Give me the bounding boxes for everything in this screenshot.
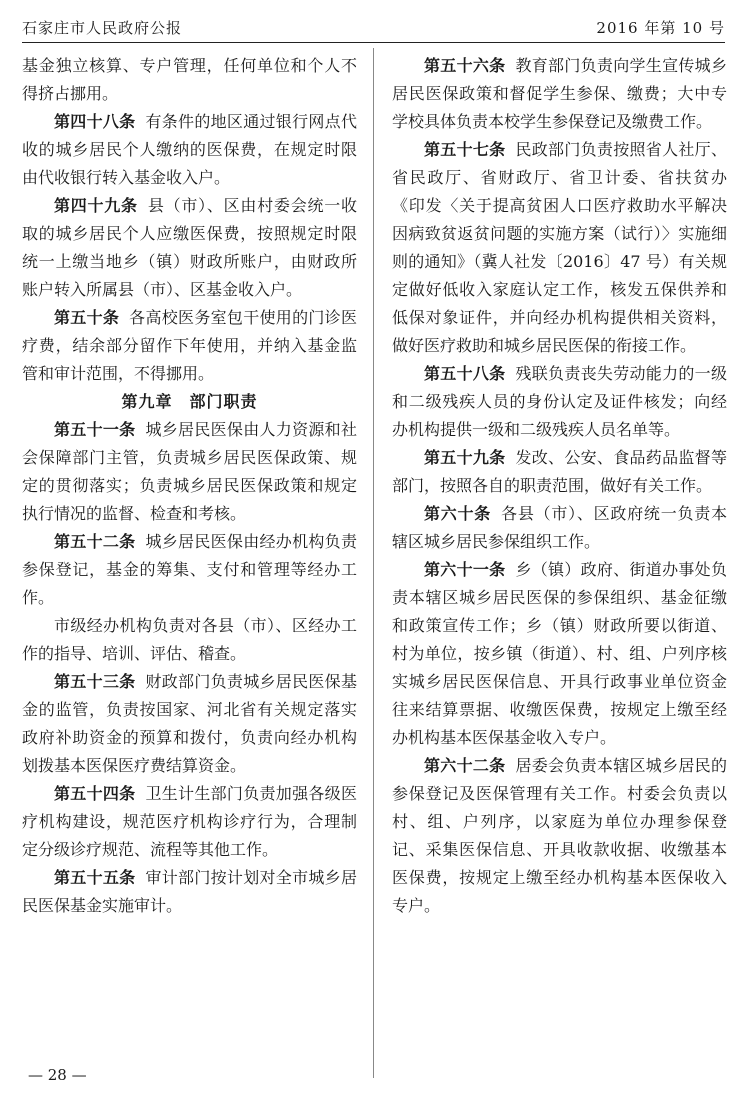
article-paragraph — [392, 444, 727, 500]
article-text: 各县（市）、区政府统一负责本辖区城乡居民参保组织工作。 — [392, 504, 727, 551]
article-paragraph — [22, 416, 357, 528]
article-number: 第五十六条 — [424, 56, 506, 75]
article-text: 民政部门负责按照省人社厅、省民政厅、省财政厅、省卫计委、省扶贫办《印发〈关于提高贫困人口医疗救助水平解决因病致贫返贫问题的实施方案（试行）〉实施细则的通知》（冀人社发〔2016〕47 号）有关规定做好低收入家庭认定工作，核发五保供养和低保对象证件，并向经办机构提供相关资料，做好医疗救助和城乡居民医保的衔接工作。 — [392, 140, 727, 355]
article-text: 财政部门负责城乡居民医保基金的监管，负责按国家、河北省有关规定落实政府补助资金的预算和拨付，负责向经办机构划拨基本医保医疗费结算资金。 — [22, 672, 357, 775]
article-number: 第四十八条 — [54, 112, 136, 131]
right-column — [392, 52, 727, 920]
article-text: 卫生计生部门负责加强各级医疗机构建设，规范医疗机构诊疗行为，合理制定分级诊疗规范、流程等其他工作。 — [22, 784, 357, 859]
article-paragraph — [392, 500, 727, 556]
article-paragraph — [392, 52, 727, 136]
article-paragraph — [22, 864, 357, 920]
article-text: 居委会负责本辖区城乡居民的参保登记及医保管理有关工作。村委会负责以村、组、户列序，以家庭为单位办理参保登记、采集医保信息、开具收款收据、收缴基本医保费，按规定上缴至经办机构基本医保收入专户。 — [392, 756, 727, 915]
article-number: 第五十一条 — [54, 420, 136, 439]
column-divider — [373, 48, 374, 1078]
article-text: 城乡居民医保由人力资源和社会保障部门主管，负责城乡居民医保政策、规定的贯彻落实；负责城乡居民医保政策和规定执行情况的监督、检查和考核。 — [22, 420, 357, 523]
article-paragraph — [392, 360, 727, 444]
article-text: 发改、公安、食品药品监督等部门，按照各自的职责范围，做好有关工作。 — [392, 448, 727, 495]
article-text: 各高校医务室包干使用的门诊医疗费，结余部分留作下年使用，并纳入基金监管和审计范围，不得挪用。 — [22, 308, 357, 383]
article-number: 第六十二条 — [424, 756, 506, 775]
article-paragraph — [22, 528, 357, 612]
article-number: 第四十九条 — [54, 196, 138, 215]
article-number: 第五十条 — [54, 308, 120, 327]
page-header — [22, 12, 725, 43]
article-paragraph — [22, 304, 357, 388]
article-text: 教育部门负责向学生宣传城乡居民医保政策和督促学生参保、缴费；大中专学校具体负责本校学生参保登记及缴费工作。 — [392, 56, 727, 131]
article-paragraph — [392, 556, 727, 752]
publication-title: 石家庄市人民政府公报 — [22, 19, 183, 37]
article-paragraph — [22, 612, 357, 668]
article-number: 第五十五条 — [54, 868, 136, 887]
article-text: 残联负责丧失劳动能力的一级和二级残疾人员的身份认定及证件核发；向经办机构提供一级和二级残疾人员名单等。 — [392, 364, 727, 439]
article-number: 第五十四条 — [54, 784, 136, 803]
article-number: 第五十三条 — [54, 672, 136, 691]
article-number: 第五十二条 — [54, 532, 136, 551]
article-text: 乡（镇）政府、街道办事处负责本辖区城乡居民医保的参保组织、基金征缴和政策宣传工作；乡（镇）财政所要以街道、村为单位，按乡镇（街道）、村、组、户列序核实城乡居民医保信息、开具行政事业单位资金往来结算票据、收缴医保费，按规定上缴至经办机构基本医保基金收入专户。 — [392, 560, 727, 747]
article-paragraph — [392, 136, 727, 360]
article-number: 第六十一条 — [424, 560, 506, 579]
article-number: 第五十八条 — [424, 364, 506, 383]
article-text: 审计部门按计划对全市城乡居民医保基金实施审计。 — [22, 868, 357, 915]
article-paragraph — [22, 108, 357, 192]
chapter-heading: 第九章 部门职责 — [121, 392, 258, 411]
article-number: 第五十七条 — [424, 140, 506, 159]
article-text: 市级经办机构负责对各县（市）、区经办工作的指导、培训、评估、稽查。 — [22, 616, 357, 663]
article-paragraph — [22, 52, 357, 108]
left-column — [22, 52, 357, 920]
issue-number: 2016 年第 10 号 — [596, 19, 725, 37]
article-text: 基金独立核算、专户管理，任何单位和个人不得挤占挪用。 — [22, 56, 357, 103]
article-text: 县（市）、区由村委会统一收取的城乡居民个人应缴医保费，按照规定时限统一上缴当地乡（镇）财政所账户，由财政所账户转入所属县（市）、区基金收入户。 — [22, 196, 357, 299]
article-number: 第五十九条 — [424, 448, 506, 467]
article-paragraph — [22, 192, 357, 304]
article-text: 城乡居民医保由经办机构负责参保登记，基金的筹集、支付和管理等经办工作。 — [22, 532, 357, 607]
page-number: — 28 — — [28, 1066, 87, 1084]
article-paragraph — [22, 780, 357, 864]
article-text: 有条件的地区通过银行网点代收的城乡居民个人缴纳的医保费，在规定时限由代收银行转入基金收入户。 — [22, 112, 357, 187]
article-paragraph — [392, 752, 727, 920]
article-number: 第六十条 — [424, 504, 492, 523]
article-paragraph — [22, 668, 357, 780]
